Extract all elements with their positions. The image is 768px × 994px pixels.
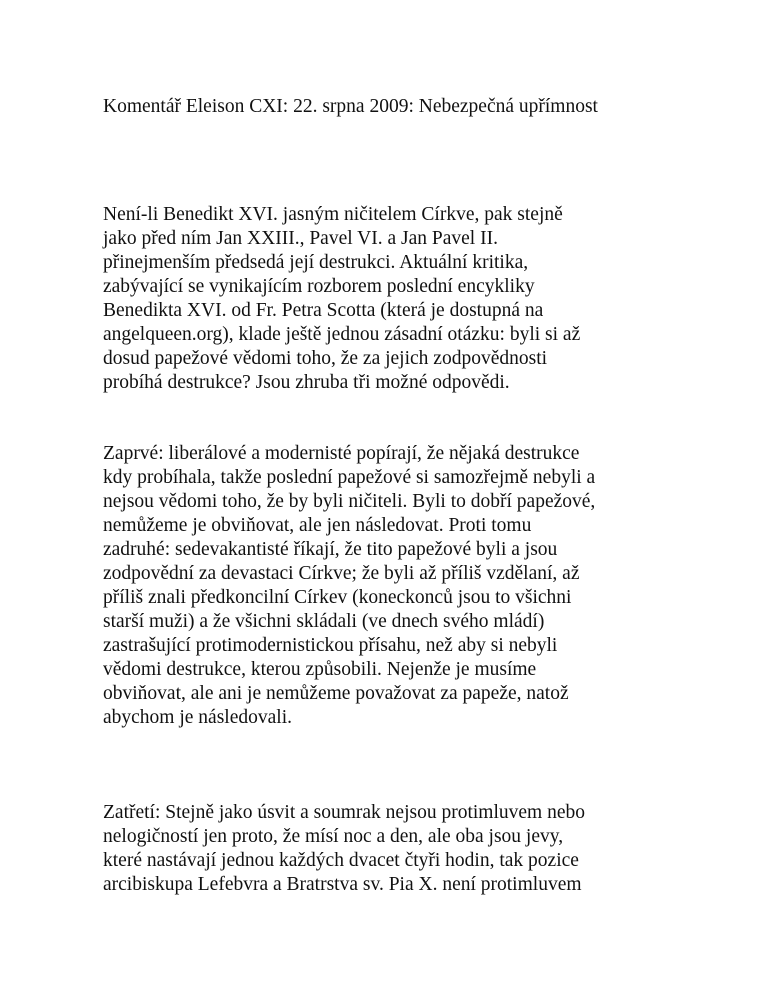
text-line: angelqueen.org), klade ještě jednou zásadní otázku: byli si až	[103, 324, 581, 345]
text-line: zadruhé: sedevakantisté říkají, že tito papežové byli a jsou	[103, 539, 558, 560]
text-line: starší muži) a že všichni skládali (ve dnech svého mládí)	[103, 611, 545, 632]
text-line: abychom je následovali.	[103, 707, 292, 728]
text-line: zodpovědní za devastaci Církve; že byli až příliš vzdělaní, až	[103, 563, 580, 584]
text-line: dosud papežové vědomi toho, že za jejich zodpovědnosti	[103, 348, 548, 369]
document-title: Komentář Eleison CXI: 22. srpna 2009: Nebezpečná upřímnost	[103, 96, 598, 117]
paragraph-1	[103, 203, 580, 395]
text-line: probíhá destrukce? Jsou zhruba tři možné odpovědi.	[103, 372, 510, 393]
text-line: obviňovat, ale ani je nemůžeme považovat za papeže, natož	[103, 683, 569, 704]
text-line: zastrašující protimodernistickou přísahu, než aby si nebyli	[103, 635, 558, 656]
text-line: přinejmenším předsedá její destrukci. Aktuální kritika,	[103, 252, 529, 273]
text-line: Není-li Benedikt XVI. jasným ničitelem Církve, pak stejně	[103, 204, 563, 225]
text-line: jako před ním Jan XXIII., Pavel VI. a Jan Pavel II.	[103, 228, 498, 249]
text-line: příliš znali předkoncilní Církev (koneckonců jsou to všichni	[103, 587, 572, 608]
text-line: Zatřetí: Stejně jako úsvit a soumrak nejsou protimluvem nebo	[103, 802, 585, 823]
paragraph-2	[103, 442, 595, 730]
text-line: arcibiskupa Lefebvra a Bratrstva sv. Pia X. není protimluvem	[103, 874, 582, 895]
text-line: zabývající se vynikajícím rozborem poslední encykliky	[103, 276, 535, 297]
text-line: které nastávají jednou každých dvacet čtyři hodin, tak pozice	[103, 850, 579, 871]
paragraph-3	[103, 801, 585, 897]
text-line: kdy probíhala, takže poslední papežové si samozřejmě nebyli a	[103, 467, 596, 488]
text-line: nejsou vědomi toho, že by byli ničiteli. Byli to dobří papežové,	[103, 491, 596, 512]
text-line: Zaprvé: liberálové a modernisté popírají, že nějaká destrukce	[103, 443, 580, 464]
text-line: nelogičností jen proto, že mísí noc a den, ale oba jsou jevy,	[103, 826, 564, 847]
text-line: Benedikta XVI. od Fr. Petra Scotta (která je dostupná na	[103, 300, 544, 321]
text-line: nemůžeme je obviňovat, ale jen následovat. Proti tomu	[103, 515, 532, 536]
text-line: vědomi destrukce, kterou způsobili. Nejenže je musíme	[103, 659, 537, 680]
